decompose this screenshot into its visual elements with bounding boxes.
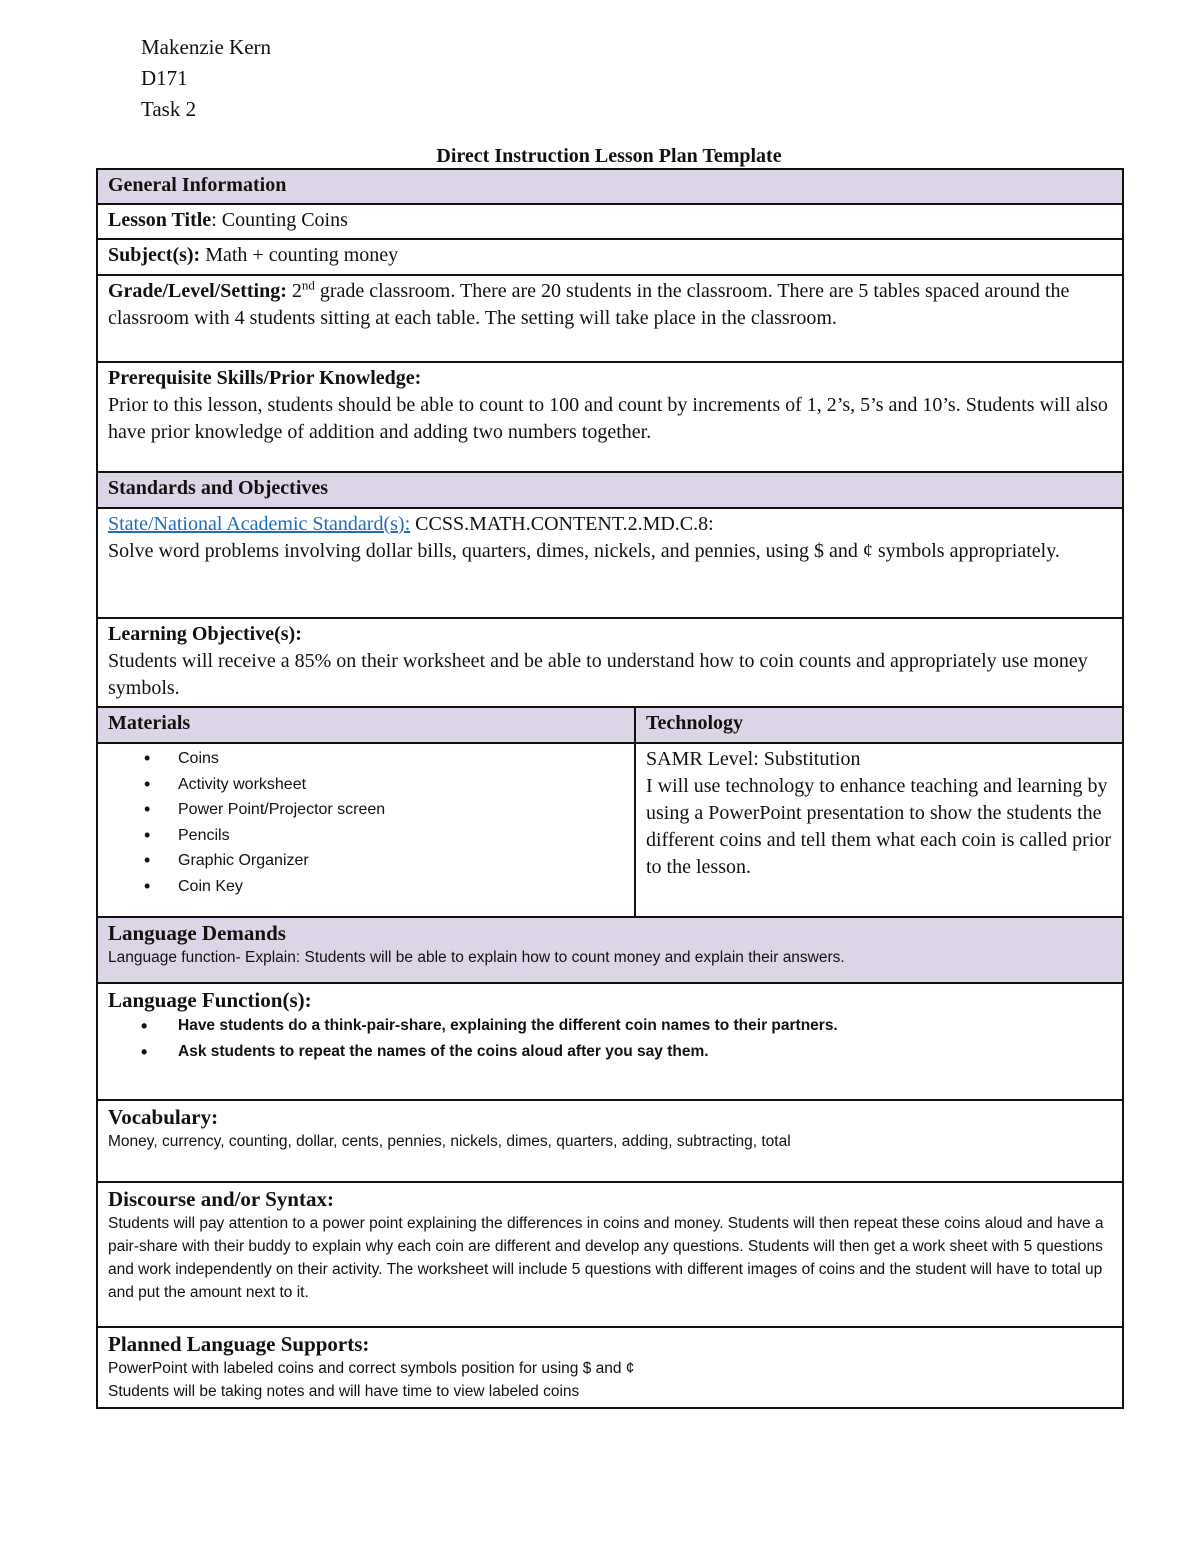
- lesson-plan-table: [96, 168, 1124, 1409]
- list-item: • Power Point/Projector screen: [108, 797, 624, 823]
- bullet-icon: •: [141, 1042, 148, 1062]
- language-functions-list: [108, 1013, 1112, 1065]
- general-information-heading: General Information: [97, 169, 1123, 204]
- technology-text: I will use technology to enhance teaching and learning by using a PowerPoint presentation to show the students the different coins and tell them what each coin is called prior to the lesson.: [646, 775, 1112, 878]
- language-demands-cell: [97, 917, 1123, 983]
- technology-cell: [635, 743, 1123, 917]
- materials-heading: Materials: [97, 707, 635, 743]
- row-subjects: [97, 239, 1123, 275]
- bullet-icon: •: [141, 1016, 148, 1036]
- objective-text: Students will receive a 85% on their worksheet and be able to understand how to coin counts and appropriately use money symbols.: [108, 650, 1088, 699]
- discourse-text: Students will pay attention to a power point explaining the differences in coins and money. Students will then repeat these coins aloud and have a pair-share with their buddy to explain why each coin are different and develop any questions. Students will then get a work sheet with 5 questions and work independently on their activity. The worksheet will include 5 questions with different images of coins and the student will have to total up and put the amount next to it.: [108, 1215, 1104, 1301]
- bullet-icon: •: [144, 824, 151, 845]
- standard-cell: [97, 508, 1123, 618]
- row-general-heading: [97, 169, 1123, 204]
- technology-heading: Technology: [635, 707, 1123, 743]
- bullet-icon: •: [144, 748, 151, 768]
- row-standards-heading: [97, 472, 1123, 508]
- header-block: [141, 32, 271, 125]
- row-lesson-title: [97, 204, 1123, 239]
- grade-number: 2: [286, 280, 302, 302]
- bullet-icon: •: [144, 875, 151, 896]
- lesson-title-label: Lesson Title: [108, 209, 212, 231]
- list-item: • Activity worksheet: [108, 772, 624, 798]
- discourse-cell: [97, 1182, 1123, 1327]
- supports-cell: [97, 1327, 1123, 1408]
- grade-cell: [97, 275, 1123, 362]
- subjects-value: Math + counting money: [200, 244, 399, 266]
- row-standard: [97, 508, 1123, 618]
- row-language-functions: [97, 983, 1123, 1100]
- lesson-title-value: : Counting Coins: [211, 209, 348, 231]
- list-item: • Graphic Organizer: [108, 848, 624, 874]
- language-functions-cell: [97, 983, 1123, 1100]
- bullet-icon: •: [144, 773, 151, 794]
- standard-text: Solve word problems involving dollar bills, quarters, dimes, nickels, and pennies, using $ and ¢ symbols appropriately.: [108, 540, 1060, 562]
- standard-link[interactable]: State/National Academic Standard(s):: [108, 513, 411, 535]
- lesson-title-cell: [97, 204, 1123, 239]
- language-functions-label: Language Function(s):: [108, 988, 312, 1012]
- course-code: D171: [141, 66, 188, 90]
- document-title: Direct Instruction Lesson Plan Template: [436, 145, 782, 167]
- materials-cell: [97, 743, 635, 917]
- list-item: • Coins: [108, 746, 624, 772]
- discourse-label: Discourse and/or Syntax:: [108, 1187, 334, 1211]
- objective-cell: [97, 618, 1123, 707]
- prerequisite-label: Prerequisite Skills/Prior Knowledge:: [108, 367, 422, 389]
- bullet-icon: •: [144, 799, 151, 820]
- list-item: • Ask students to repeat the names of the coins aloud after you say them.: [108, 1039, 1112, 1065]
- vocabulary-text: Money, currency, counting, dollar, cents, pennies, nickels, dimes, quarters, adding, subtracting, total: [108, 1133, 791, 1150]
- prerequisite-text: Prior to this lesson, students should be able to count to 100 and count by increments of 1, 2’s, 5’s and 10’s. Students will also have prior knowledge of addition and adding two numbers together.: [108, 394, 1108, 443]
- standards-objectives-heading: Standards and Objectives: [97, 472, 1123, 508]
- row-materials-technology-heading: [97, 707, 1123, 743]
- language-demands-heading: Language Demands: [108, 921, 286, 945]
- subjects-cell: [97, 239, 1123, 275]
- supports-line-1: PowerPoint with labeled coins and correct symbols position for using $ and ¢: [108, 1360, 635, 1377]
- grade-value: grade classroom. There are 20 students in the classroom. There are 5 tables spaced around the classroom with 4 students sitting at each table. The setting will take place in the classroom.: [108, 280, 1070, 329]
- language-demands-text: Language function- Explain: Students will be able to explain how to count money and explain their answers.: [108, 949, 845, 966]
- standard-code: CCSS.MATH.CONTENT.2.MD.C.8:: [410, 513, 714, 535]
- row-grade: [97, 275, 1123, 362]
- row-objective: [97, 618, 1123, 707]
- row-vocabulary: [97, 1100, 1123, 1182]
- task-label: Task 2: [141, 97, 197, 121]
- supports-label: Planned Language Supports:: [108, 1332, 370, 1356]
- materials-list: [108, 746, 624, 900]
- row-prerequisite: [97, 362, 1123, 472]
- subjects-label: Subject(s):: [108, 244, 201, 266]
- list-item: • Have students do a think-pair-share, explaining the different coin names to their partners.: [108, 1013, 1112, 1039]
- prerequisite-cell: [97, 362, 1123, 472]
- grade-label: Grade/Level/Setting:: [108, 280, 287, 302]
- samr-level: SAMR Level: Substitution: [646, 748, 861, 770]
- bullet-icon: •: [144, 850, 151, 871]
- row-language-demands: [97, 917, 1123, 983]
- vocabulary-cell: [97, 1100, 1123, 1182]
- row-supports: [97, 1327, 1123, 1408]
- list-item: • Pencils: [108, 823, 624, 849]
- row-materials-technology: [97, 743, 1123, 917]
- supports-line-2: Students will be taking notes and will have time to view labeled coins: [108, 1383, 580, 1400]
- list-item: • Coin Key: [108, 874, 624, 900]
- row-discourse: [97, 1182, 1123, 1327]
- vocabulary-label: Vocabulary:: [108, 1105, 219, 1129]
- author-name: Makenzie Kern: [141, 35, 272, 59]
- objective-label: Learning Objective(s):: [108, 623, 302, 645]
- grade-ordinal: nd: [301, 277, 315, 293]
